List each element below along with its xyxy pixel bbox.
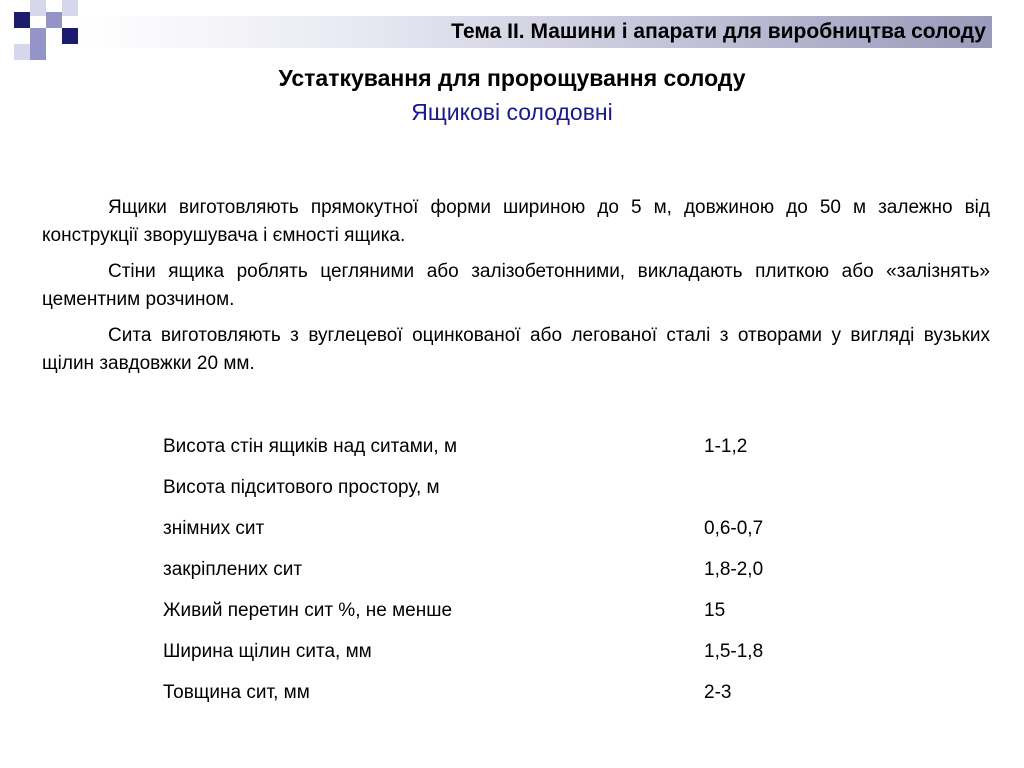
parameter-label: Висота підситового простору, м <box>163 477 440 498</box>
parameter-label: Висота стін ящиків над ситами, м <box>163 436 458 457</box>
parameter-label: Живий перетин сит %, не менше <box>163 600 453 621</box>
deco-square <box>30 44 46 60</box>
parameter-value: 1-1,2 <box>704 436 748 457</box>
deco-square <box>14 44 30 60</box>
parameter-label: Ширина щілин сита, мм <box>163 641 372 662</box>
parameter-value: 1,5-1,8 <box>704 641 764 662</box>
parameter-label: закріплених сит <box>163 559 303 580</box>
parameter-value: 1,8-2,0 <box>704 559 764 580</box>
parameter-row <box>163 635 863 676</box>
parameters-table <box>163 430 863 717</box>
deco-square <box>62 0 78 16</box>
deco-square <box>30 28 46 44</box>
parameter-row <box>163 553 863 594</box>
parameter-label: знімних сит <box>163 518 265 539</box>
parameter-row <box>163 512 863 553</box>
parameter-row <box>163 471 863 512</box>
body-text <box>42 194 990 386</box>
parameter-row <box>163 430 863 471</box>
parameter-value: 0,6-0,7 <box>704 518 764 539</box>
slide-subtitle: Ящикові солодовні <box>411 99 613 125</box>
deco-square <box>14 12 30 28</box>
parameter-row <box>163 594 863 635</box>
parameter-row <box>163 676 863 717</box>
deco-square <box>46 12 62 28</box>
slide-title: Устаткування для пророщування солоду <box>278 65 746 91</box>
parameter-value: 15 <box>704 600 726 621</box>
deco-square <box>62 28 78 44</box>
parameter-value: 2-3 <box>704 682 732 703</box>
paragraph: Ящики виготовляють прямокутної форми шириною до 5 м, довжиною до 50 м залежно від конструкції зворушувача і ємності ящика. <box>42 197 990 246</box>
deco-square <box>30 0 46 16</box>
topic-title: Тема ІІ. Машини і апарати для виробництва солоду <box>451 20 986 43</box>
paragraph: Стіни ящика роблять цегляними або залізобетонними, викладають плиткою або «залізнять» цементним розчином. <box>42 261 990 310</box>
parameter-label: Товщина сит, мм <box>163 682 310 703</box>
paragraph: Сита виготовляють з вуглецевої оцинкованої або легованої сталі з отворами у вигляді вузьких щілин завдовжки 20 мм. <box>42 325 990 374</box>
